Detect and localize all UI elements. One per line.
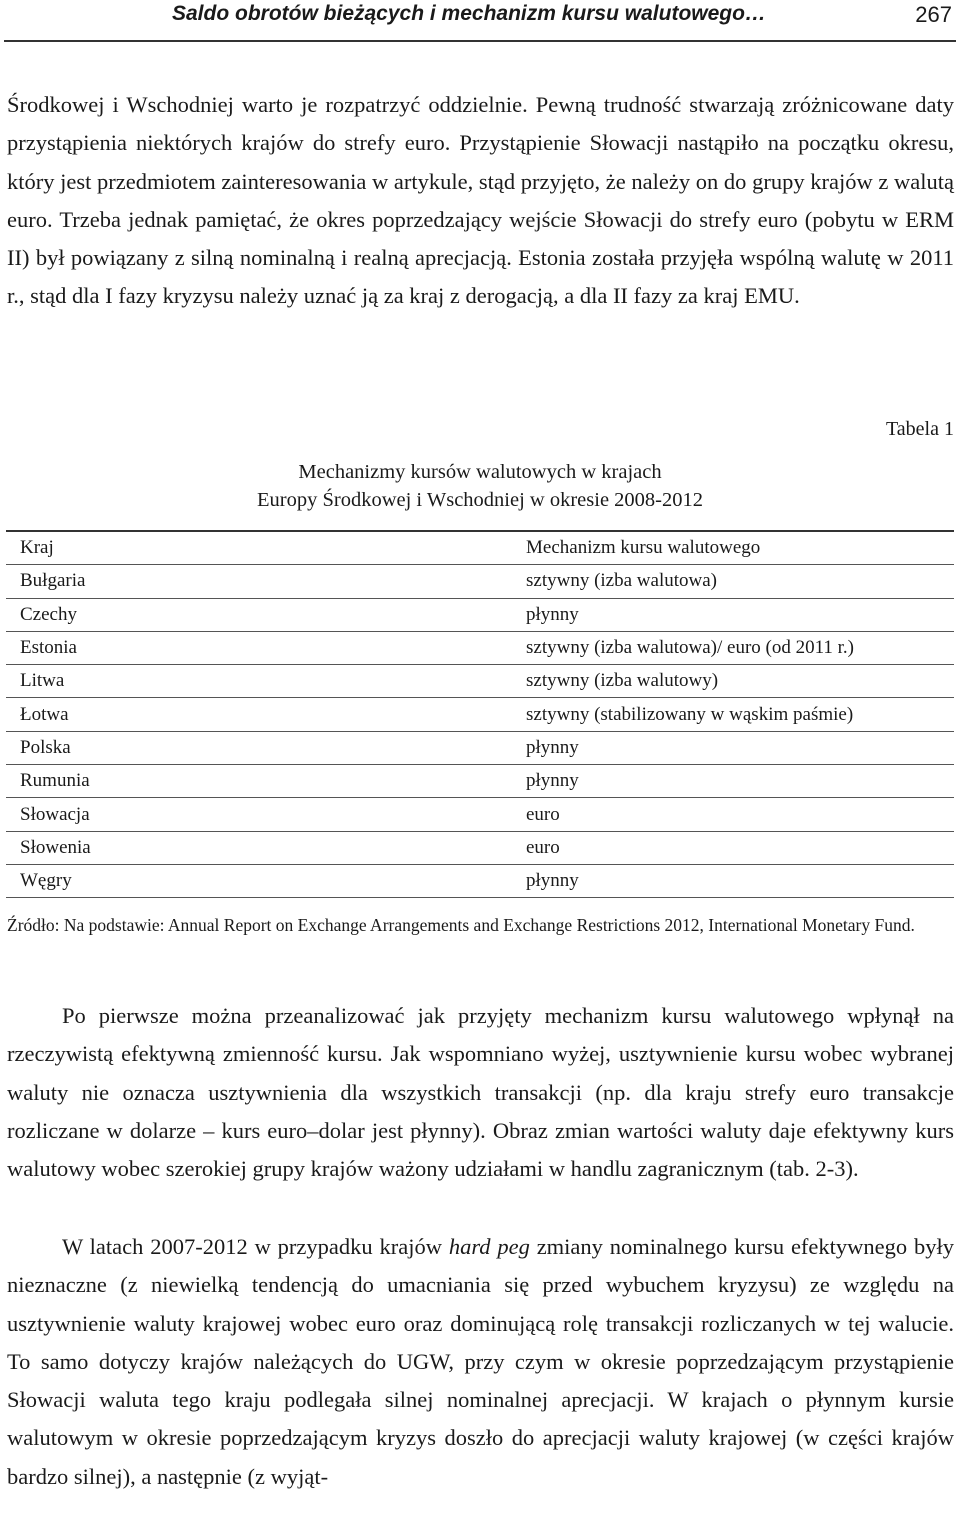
- cell-mechanism: płynny: [526, 731, 954, 764]
- cell-mechanism: płynny: [526, 864, 954, 897]
- table-row: [6, 631, 954, 664]
- exchange-rate-table: [6, 530, 954, 898]
- table-caption-line-1: Mechanizmy kursów walutowych w krajach: [298, 461, 662, 483]
- table-row: [6, 864, 954, 897]
- cell-mechanism: euro: [526, 831, 954, 864]
- cell-mechanism: płynny: [526, 765, 954, 798]
- table-source: [7, 912, 954, 938]
- paragraph-1: Środkowej i Wschodniej warto je rozpatrzyć oddzielnie. Pewną trudność stwarzają zróżnicowane daty przystąpienia niektórych krajów do strefy euro. Przystąpienie Słowacji nastąpiło na początku okresu, który jest przedmiotem zainteresowania w artykule, stąd przyjęto, że należy on do grupy krajów z walutą euro. Trzeba jednak pamiętać, że okres poprzedzający wejście Słowacji do strefy euro (pobytu w ERM II) był powiązany z silną nominalną i realną aprecjacją. Estonia została przyjęła wspólną walutę w 2011 r., stąd dla I fazy kryzysu należy uznać ją za kraj z derogacją, a dla II fazy za kraj EMU.: [7, 92, 954, 309]
- cell-mechanism: euro: [526, 798, 954, 831]
- paragraph-3-rest: zmiany nominalnego kursu efektywnego były nieznaczne (z niewielką tendencją do umacniania się przed wybuchem kryzysu) ze względu na usztywnienie waluty krajowej wobec euro oraz dominującą rolę transakcji rozliczanych w tej walucie. To samo dotyczy krajów należących do UGW, przy czym w okresie poprzedzającym przystąpienie Słowacji waluta tego kraju podlegała silnej nominalnej aprecjacji. W krajach o płynnym kursie walutowym w okresie poprzedzającym kryzys doszło do aprecjacji waluty krajowej (w części krajów bardzo silnej), a następnie (z wyjąt-: [7, 1234, 954, 1489]
- cell-country: Rumunia: [6, 765, 526, 798]
- cell-mechanism: sztywny (izba walutowa): [526, 565, 954, 598]
- table-header-row: [6, 531, 954, 565]
- table-row: [6, 698, 954, 731]
- cell-country: Łotwa: [6, 698, 526, 731]
- page-number: 267: [915, 2, 952, 27]
- cell-country: Litwa: [6, 665, 526, 698]
- running-title: Saldo obrotów bieżących i mechanizm kursu walutowego…: [172, 2, 766, 25]
- table-caption-line-2: Europy Środkowej i Wschodniej w okresie 2008-2012: [257, 489, 703, 511]
- running-header: [0, 0, 960, 42]
- cell-country: Estonia: [6, 631, 526, 664]
- table-row: [6, 665, 954, 698]
- cell-country: Słowenia: [6, 831, 526, 864]
- source-label: Źródło:: [7, 915, 60, 935]
- paragraph-3: [7, 1228, 954, 1496]
- header-mechanism: Mechanizm kursu walutowego: [526, 531, 954, 565]
- cell-mechanism: płynny: [526, 598, 954, 631]
- paragraph-2: Po pierwsze można przeanalizować jak przyjęty mechanizm kursu walutowego wpłynął na rzeczywistą efektywną zmienność kursu. Jak wspomniano wyżej, usztywnienie kursu wobec wybranej waluty nie oznacza usztywnienia dla wszystkich transakcji (np. dla kraju strefy euro transakcje rozliczane w dolarze – kurs euro–dolar jest płynny). Obraz zmian wartości waluty daje efektywny kurs walutowy wobec szerokiej grupy krajów ważony udziałami w handlu zagranicznym (tab. 2-3).: [7, 1003, 954, 1182]
- header-rule: [4, 40, 956, 42]
- header-country: Kraj: [6, 531, 526, 565]
- cell-mechanism: sztywny (stabilizowany w wąskim paśmie): [526, 698, 954, 731]
- table-row: [6, 598, 954, 631]
- table-row: [6, 765, 954, 798]
- table-row: [6, 731, 954, 764]
- table-label: Tabela 1: [885, 418, 954, 440]
- cell-country: Czechy: [6, 598, 526, 631]
- cell-mechanism: sztywny (izba walutowa)/ euro (od 2011 r.): [526, 631, 954, 664]
- source-text: Na podstawie: Annual Report on Exchange Arrangements and Exchange Restrictions 2012, International Monetary Fund.: [63, 915, 915, 935]
- paragraph-3-start: W latach 2007-2012 w przypadku krajów: [62, 1234, 449, 1259]
- cell-country: Polska: [6, 731, 526, 764]
- table-row: [6, 565, 954, 598]
- cell-country: Słowacja: [6, 798, 526, 831]
- table-row: [6, 798, 954, 831]
- cell-country: Bułgaria: [6, 565, 526, 598]
- cell-mechanism: sztywny (izba walutowy): [526, 665, 954, 698]
- term-hard-peg: hard peg: [448, 1234, 530, 1259]
- table-row: [6, 831, 954, 864]
- cell-country: Węgry: [6, 864, 526, 897]
- table-caption: [0, 458, 960, 514]
